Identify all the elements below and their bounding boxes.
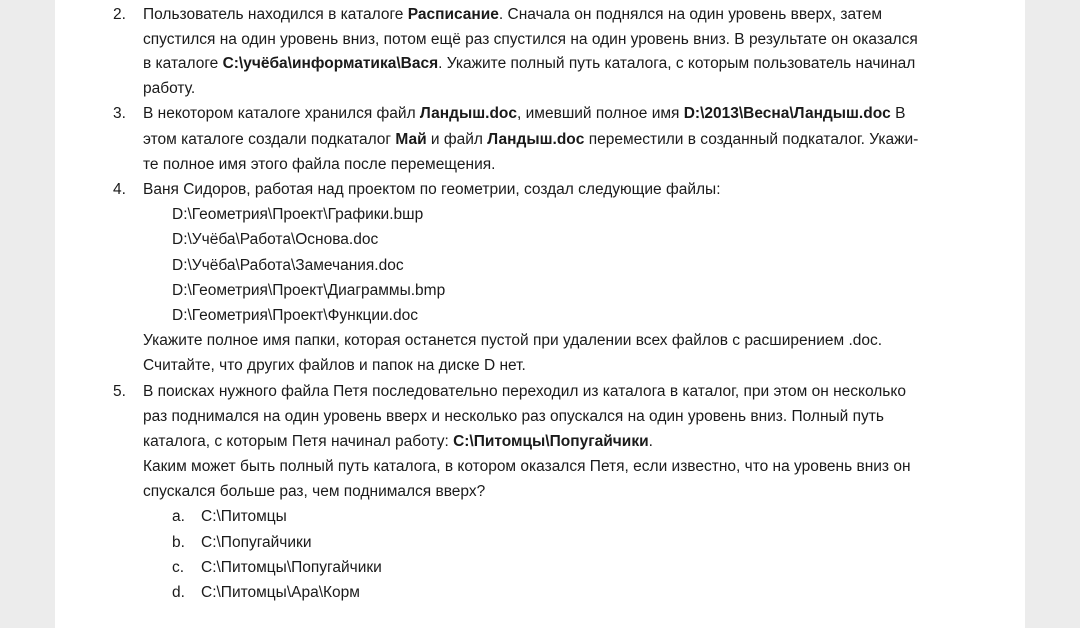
item-2-line-1: Пользователь находился в каталоге Расписание. Сначала он поднялся на один уровень вверх, затем [143,6,882,23]
item-2-line-4: работу. [143,80,196,97]
item-number: 2. [113,6,126,23]
file-path: D:\Учёба\Работа\Основа.doc [172,231,379,248]
option-text: C:\Питомцы [201,508,287,525]
item-4-intro: Ваня Сидоров, работая над проектом по геометрии, создал следующие файлы: [143,181,721,198]
item-5-line-3: каталога, с которым Петя начинал работу: C:\Питомцы\Попугайчики. [143,433,653,450]
option-text: C:\Попугайчики [201,534,312,551]
item-3-line-3: те полное имя этого файла после перемещения. [143,156,496,173]
item-2-line-3: в каталоге C:\учёба\информатика\Вася. Укажите полный путь каталога, с которым пользователь начинал [143,55,916,72]
file-path: D:\Геометрия\Проект\Функции.doc [172,307,418,324]
item-3-line-1: В некотором каталоге хранился файл Ландыш.doc, имевший полное имя D:\2013\Весна\Ландыш.doc В [143,105,906,122]
item-number: 3. [113,105,126,122]
item-5-line-1: В поисках нужного файла Петя последовательно переходил из каталога в каталог, при этом он несколько [143,383,906,400]
item-5-line-5: спускался больше раз, чем поднимался вверх? [143,483,486,500]
item-number: 5. [113,383,126,400]
item-4-question-line-2: Считайте, что других файлов и папок на диске D нет. [143,357,526,374]
item-4-question-line-1: Укажите полное имя папки, которая останется пустой при удалении всех файлов с расширением .doc. [143,332,883,349]
option-letter: c. [172,559,185,576]
file-path: D:\Учёба\Работа\Замечания.doc [172,257,404,274]
item-2-line-2: спустился на один уровень вниз, потом ещё раз спустился на один уровень вниз. В результате он оказался [143,31,918,48]
option-text: C:\Питомцы\Ара\Корм [201,584,360,601]
file-path: D:\Геометрия\Проект\Диаграммы.bmp [172,282,446,299]
item-5-line-4: Каким может быть полный путь каталога, в котором оказался Петя, если известно, что на уровень вниз он [143,458,911,475]
option-letter: b. [172,534,185,551]
item-number: 4. [113,181,126,198]
item-5-line-2: раз поднимался на один уровень вверх и несколько раз опускался на один уровень вниз. Полный путь [143,408,884,425]
option-text: C:\Питомцы\Попугайчики [201,559,382,576]
document-page [55,0,1025,628]
option-letter: d. [172,584,185,601]
option-letter: a. [172,508,185,525]
file-path: D:\Геометрия\Проект\Графики.bшp [172,206,424,223]
item-3-line-2: этом каталоге создали подкаталог Май и файл Ландыш.doc переместили в созданный подкаталог. Укажи- [143,131,919,148]
